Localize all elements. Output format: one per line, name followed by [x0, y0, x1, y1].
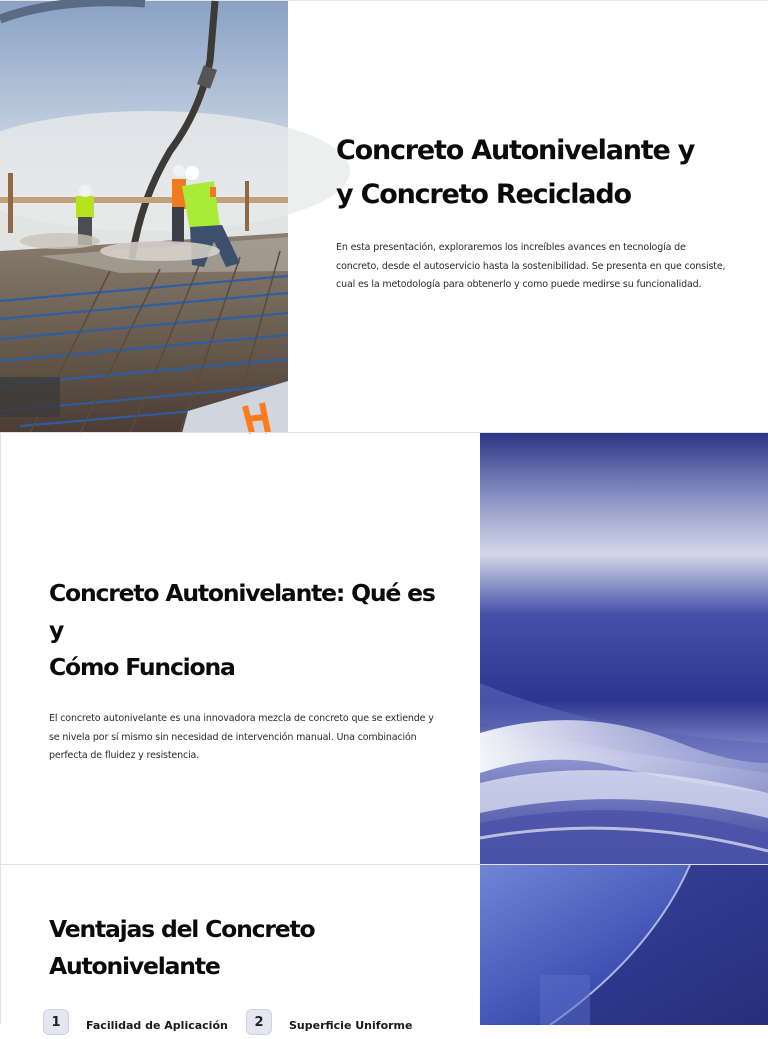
- slide-title: [0, 0, 768, 432]
- title-line: Concreto Autonivelante y: [336, 135, 695, 166]
- definition-paragraph: [49, 710, 449, 766]
- advantages-content: [49, 911, 449, 985]
- presentation-title: [336, 129, 736, 217]
- step-number-badge: 2: [246, 1009, 272, 1035]
- title-line: Cómo Funciona: [49, 653, 235, 681]
- advantage-label: Facilidad de Aplicación: [86, 1019, 228, 1032]
- definition-content: [49, 575, 449, 775]
- title-line: Concreto Autonivelante: Qué es y: [49, 579, 435, 644]
- intro-paragraph: [336, 239, 736, 295]
- slide-title: [49, 575, 449, 686]
- slide-title: [49, 911, 449, 985]
- paragraph-line: El concreto autonivelante es una innovadora mezcla de concreto que se extiende y: [49, 713, 434, 724]
- title-line: y Concreto Reciclado: [336, 179, 631, 210]
- step-number-badge: 1: [43, 1009, 69, 1035]
- advantage-item: [246, 1009, 412, 1039]
- paragraph-line: cual es la metodología para obtenerlo y como puede medirse su funcionalidad.: [336, 279, 702, 291]
- construction-photo: [0, 1, 288, 433]
- title-line: Ventajas del Concreto: [49, 915, 315, 943]
- abstract-curve-image: [480, 865, 768, 1025]
- paragraph-line: En esta presentación, exploraremos los increíbles avances en tecnología de: [336, 242, 686, 253]
- title-line: Autonivelante: [49, 952, 220, 980]
- paragraph-line: se nivela por sí mismo sin necesidad de intervención manual. Una combinación: [49, 731, 417, 743]
- title-slide-content: [336, 129, 736, 304]
- advantages-list: [43, 1009, 473, 1039]
- advantage-label: Superficie Uniforme: [289, 1019, 413, 1032]
- paragraph-line: perfecta de fluidez y resistencia.: [49, 750, 200, 762]
- abstract-waves-image: [480, 433, 768, 865]
- paragraph-line: concreto, desde el autoservicio hasta la sostenibilidad. Se presenta en que consiste,: [336, 260, 726, 272]
- slide-definition: [0, 432, 768, 864]
- slide-advantages: [0, 864, 768, 1032]
- advantage-item: [43, 1009, 228, 1039]
